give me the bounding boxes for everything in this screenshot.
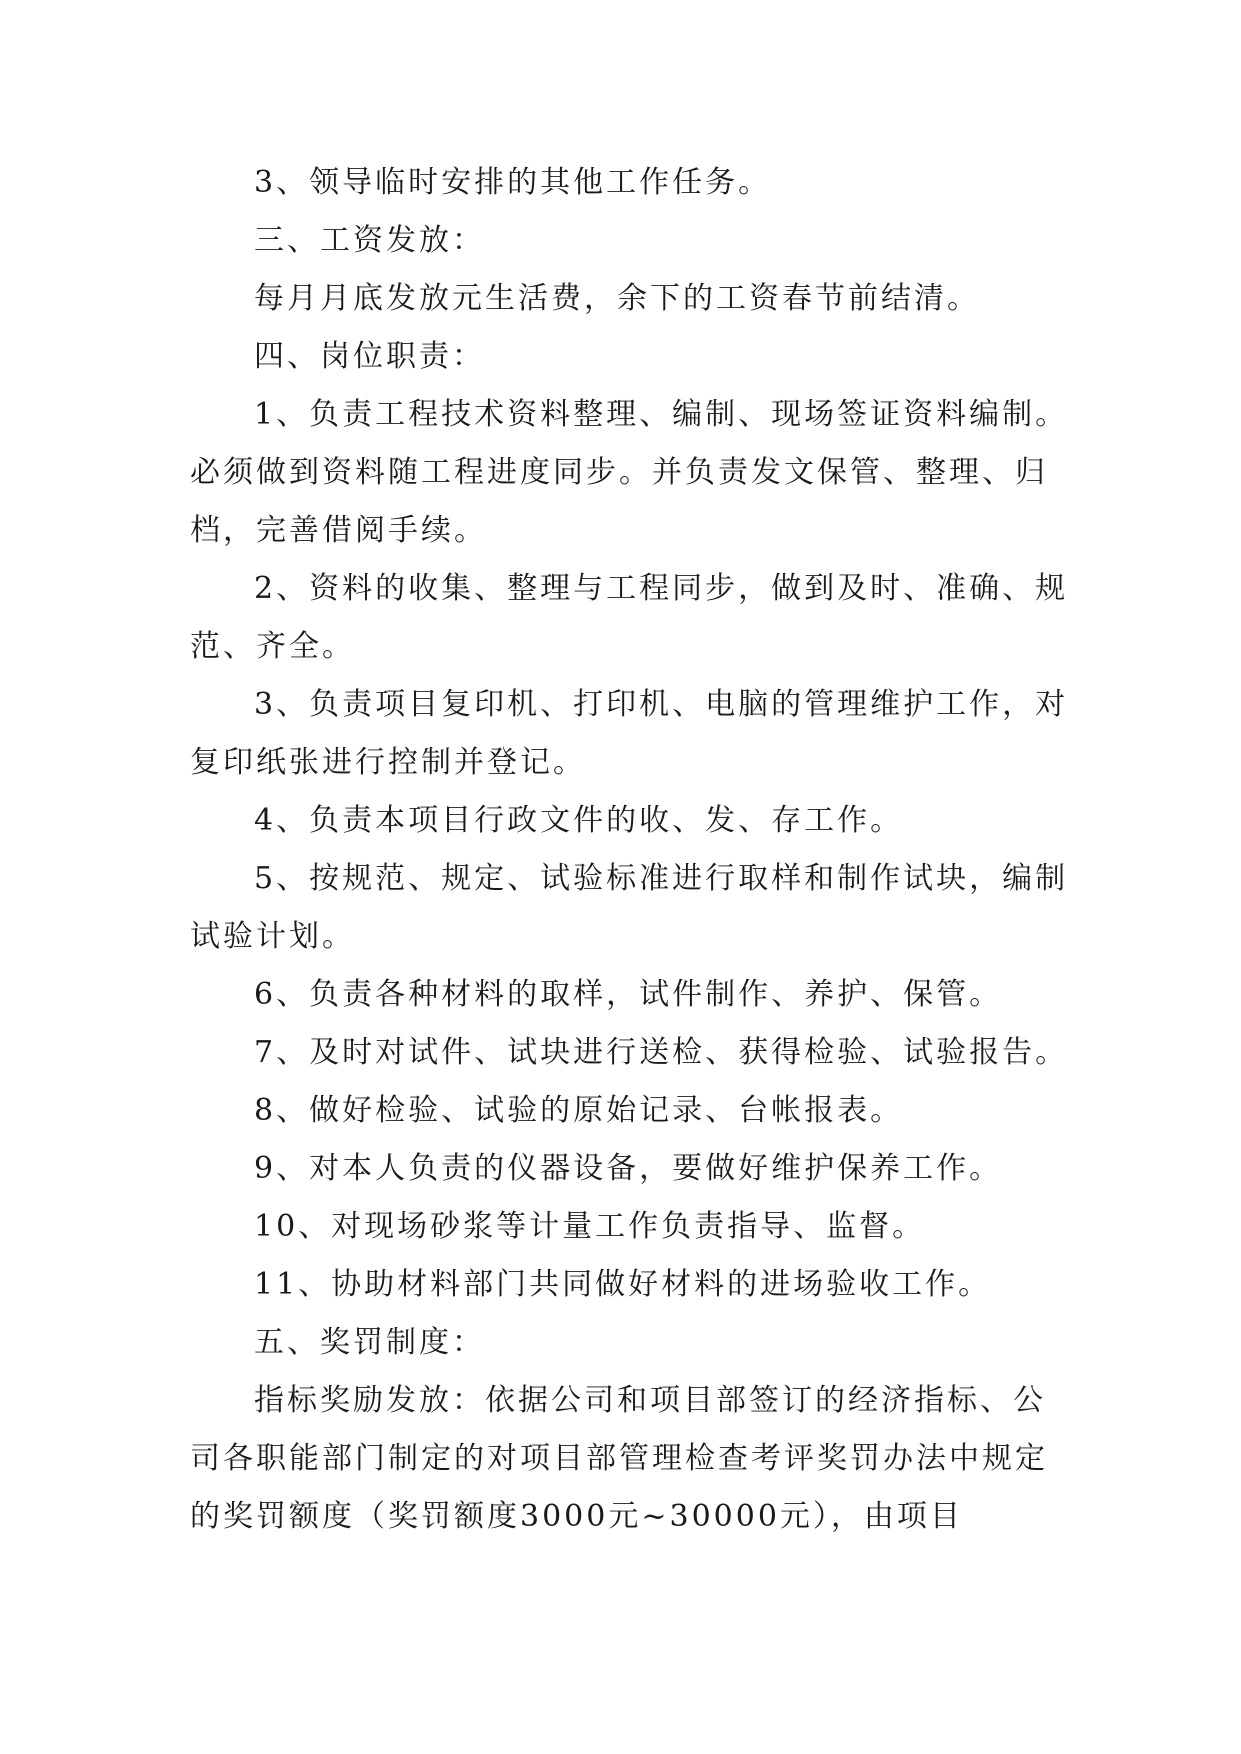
section-heading-rewards: 五、奖罚制度： (254, 1325, 485, 1360)
paragraph-duty-10: 10、对现场砂浆等计量工作负责指导、监督。 (254, 1209, 926, 1244)
paragraph-duty-1: 1、负责工程技术资料整理、编制、现场签证资料编制。必须做到资料随工程进度同步。并负责发文保管、整理、归档，完善借阅手续。 (190, 397, 1069, 548)
paragraph-duty-7: 7、及时对试件、试块进行送检、获得检验、试验报告。 (254, 1035, 1069, 1070)
paragraph-rewards: 指标奖励发放：依据公司和项目部签订的经济指标、公司各职能部门制定的对项目部管理检查考评奖罚办法中规定的奖罚额度（奖罚额度3000元~30000元），由项目 (190, 1383, 1048, 1534)
paragraph-duty-11: 11、协助材料部门共同做好材料的进场验收工作。 (254, 1267, 992, 1302)
paragraph-duty-3: 3、负责项目复印机、打印机、电脑的管理维护工作，对复印纸张进行控制并登记。 (190, 687, 1069, 780)
paragraph-duty-4: 4、负责本项目行政文件的收、发、存工作。 (254, 803, 904, 838)
paragraph-duty-5: 5、按规范、规定、试验标准进行取样和制作试块，编制试验计划。 (190, 861, 1069, 954)
paragraph-duty-6: 6、负责各种材料的取样，试件制作、养护、保管。 (254, 977, 1003, 1012)
paragraph-salary: 每月月底发放元生活费，余下的工资春节前结清。 (254, 281, 980, 316)
document-body (190, 154, 1070, 1546)
paragraph-duty-2: 2、资料的收集、整理与工程同步，做到及时、准确、规范、齐全。 (190, 571, 1069, 664)
paragraph-duty-8: 8、做好检验、试验的原始记录、台帐报表。 (254, 1093, 904, 1128)
paragraph-duty-9: 9、对本人负责的仪器设备，要做好维护保养工作。 (254, 1151, 1003, 1186)
paragraph-task-3: 3、领导临时安排的其他工作任务。 (254, 165, 772, 200)
section-heading-salary: 三、工资发放： (254, 223, 485, 258)
section-heading-duties: 四、岗位职责： (254, 339, 485, 374)
